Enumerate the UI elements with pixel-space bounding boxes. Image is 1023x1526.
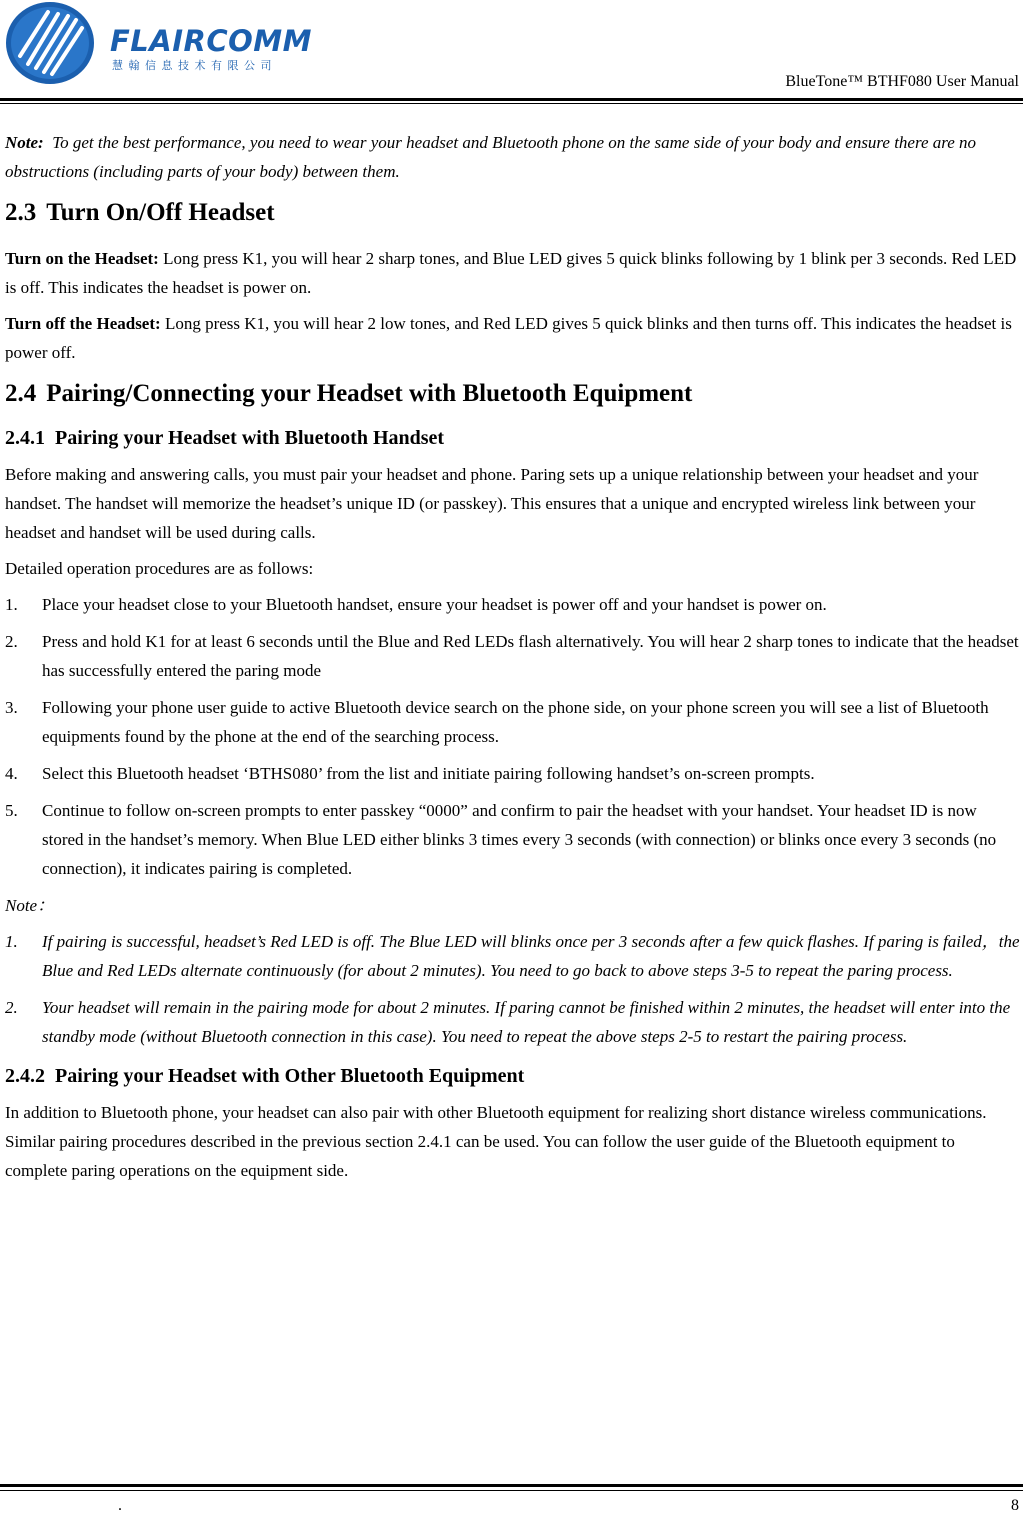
step-text: Continue to follow on-screen prompts to enter passkey “0000” and confirm to pair the headset with your handset. Your headset ID is now stored in the handset’s memory. When Blue LED either blinks 3 times every 3 seconds (with connection) or blinks once every 3 seconds (no connection), it indicates pairing is completed. — [42, 801, 997, 878]
section-number: 2.4.1 — [5, 427, 45, 449]
list-item — [5, 796, 1020, 883]
turn-on-label: Turn on the Headset: — [5, 249, 159, 268]
list-item — [5, 927, 1020, 985]
pairing-intro: Before making and answering calls, you must pair your headset and phone. Paring sets up a unique relationship between your headset and your handset. The handset will memorize the headset’s unique ID (or passkey). This ensures that a unique and encrypted wireless link between your headset and handset will be used during calls. — [5, 465, 979, 542]
step-text: Select this Bluetooth headset ‘BTHS080’ from the list and initiate pairing following handset’s on-screen prompts. — [42, 764, 815, 783]
section-title: Turn On/Off Headset — [46, 199, 275, 226]
logo-wordmark: FLAIRCOMM — [110, 24, 313, 58]
note-item-text: If pairing is successful, headset’s Red LED is off. The Blue LED will blinks once per 3 seconds after a few quick flashes. If paring is failed，the Blue and Red LEDs alternate continuously (for about 2 minutes). You need to go back to above steps 3-5 to repeat the paring process. — [42, 932, 1020, 980]
document-title: BlueTone™ BTHF080 User Manual — [785, 73, 1019, 90]
list-item — [5, 590, 1020, 619]
page-header — [0, 0, 1023, 105]
step-text: Place your headset close to your Bluetooth handset, ensure your headset is power off and your handset is power on. — [42, 595, 827, 614]
note-label: Note: — [5, 133, 44, 152]
list-item — [5, 693, 1020, 751]
procedure-intro: Detailed operation procedures are as follows: — [5, 559, 314, 578]
note-number: 1. — [5, 932, 18, 951]
step-text: Following your phone user guide to active Bluetooth device search on the phone side, on your phone screen you will see a list of Bluetooth equipments found by the phone at the end of the searching process. — [42, 698, 989, 746]
globe-logo-icon — [6, 2, 96, 84]
section-title: Pairing/Connecting your Headset with Bluetooth Equipment — [46, 380, 693, 407]
section-heading-2-3 — [5, 198, 1020, 228]
section-title: Pairing your Headset with Bluetooth Handset — [55, 427, 445, 449]
list-item — [5, 993, 1020, 1051]
section-title: Pairing your Headset with Other Bluetooth Equipment — [55, 1065, 525, 1087]
page-content — [5, 128, 1020, 1192]
note-paragraph — [5, 128, 1020, 186]
turn-off-label: Turn off the Headset: — [5, 314, 161, 333]
footer-rule-thick — [0, 1484, 1023, 1487]
list-item — [5, 759, 1020, 788]
step-text: Press and hold K1 for at least 6 seconds until the Blue and Red LEDs flash alternatively. You will hear 2 sharp tones to indicate that the headset has successfully entered the paring mode — [42, 632, 1019, 680]
header-rule-thick — [0, 98, 1023, 101]
step-number: 2. — [5, 632, 18, 651]
turn-off-text: Long press K1, you will hear 2 low tones, and Red LED gives 5 quick blinks and then turns off. This indicates the headset is power off. — [5, 314, 1012, 362]
note-item-text: Your headset will remain in the pairing mode for about 2 minutes. If paring cannot be finished within 2 minutes, the headset will enter into the standby mode (without Bluetooth connection in this case). You need to repeat the above steps 2-5 to restart the pairing process. — [42, 998, 1011, 1046]
section-heading-2-4 — [5, 379, 1020, 409]
pairing-notes-list — [5, 927, 1020, 1051]
step-number: 4. — [5, 764, 18, 783]
step-number: 5. — [5, 801, 18, 820]
flaircomm-logo — [6, 2, 316, 84]
turn-on-text: Long press K1, you will hear 2 sharp tones, and Blue LED gives 5 quick blinks following by 1 blink per 3 seconds. Red LED is off. This indicates the headset is power on. — [5, 249, 1017, 297]
section-heading-2-4-1 — [5, 425, 1020, 451]
footer-dot: . — [118, 1497, 122, 1514]
logo-subtitle: 慧翰信息技术有限公司 — [112, 59, 277, 72]
note-text: To get the best performance, you need to wear your headset and Bluetooth phone on the same side of your body and ensure there are no obstructions (including parts of your body) between them. — [5, 133, 977, 181]
header-rule-thin — [0, 103, 1023, 104]
section-number: 2.3 — [5, 199, 37, 226]
page-number: 8 — [1011, 1497, 1019, 1514]
pairing-steps-list — [5, 590, 1020, 883]
step-number: 1. — [5, 595, 18, 614]
list-item — [5, 627, 1020, 685]
turn-off-paragraph — [5, 309, 1020, 367]
section-heading-2-4-2 — [5, 1063, 1020, 1089]
step-number: 3. — [5, 698, 18, 717]
section-number: 2.4.2 — [5, 1065, 45, 1087]
notes-label: Note： — [5, 896, 55, 915]
section-number: 2.4 — [5, 380, 37, 407]
footer-rule-thin — [0, 1490, 1023, 1491]
note-number: 2. — [5, 998, 18, 1017]
other-equipment-paragraph: In addition to Bluetooth phone, your headset can also pair with other Bluetooth equipment for realizing short distance wireless communications. Similar pairing procedures described in the previous section 2.4.1 can be used. You can follow the user guide of the Bluetooth equipment to complete paring operations on the equipment side. — [5, 1103, 987, 1180]
turn-on-paragraph — [5, 244, 1020, 302]
